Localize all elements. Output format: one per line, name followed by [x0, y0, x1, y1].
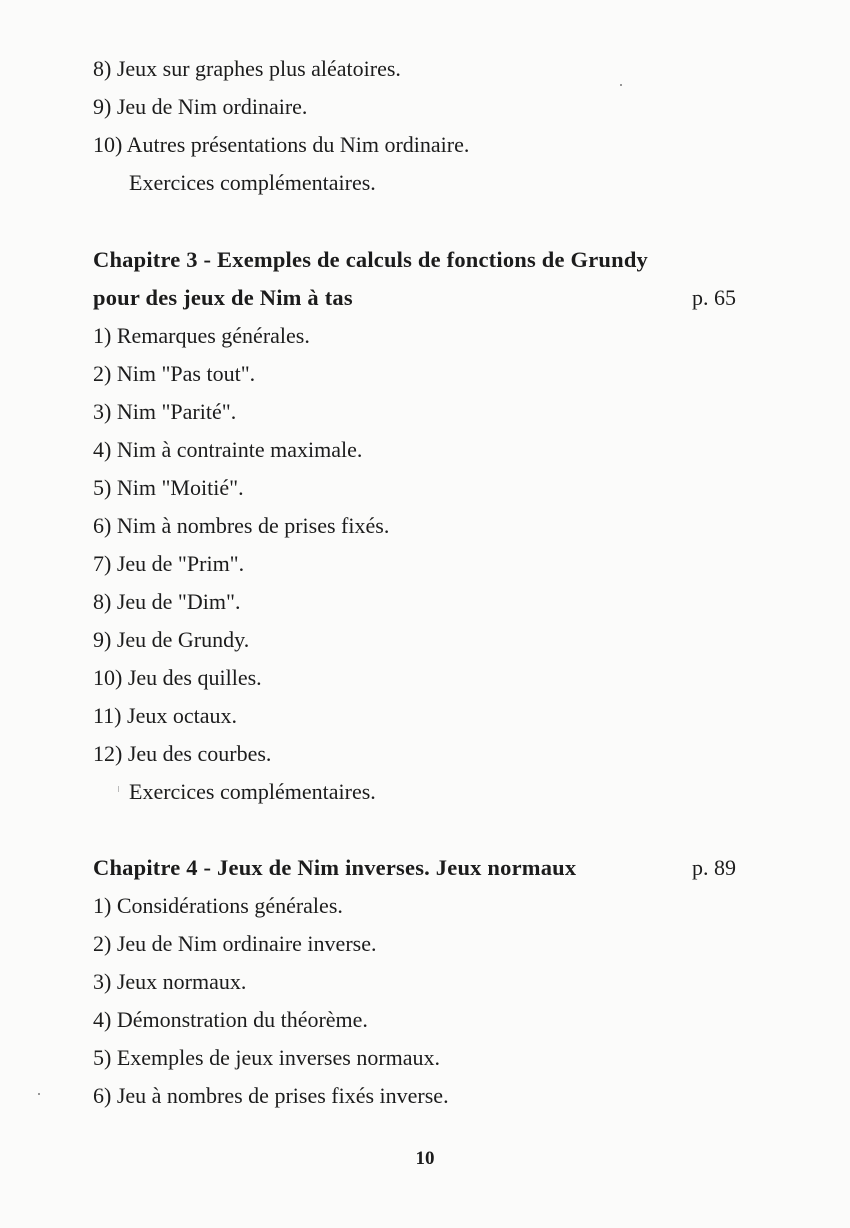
toc-item: 7) Jeu de "Prim". — [93, 551, 245, 576]
chapter-4-page-ref: p. 89 — [692, 855, 736, 880]
toc-item: 10) Autres présentations du Nim ordinaire. — [93, 132, 470, 157]
chapter-3-title-line1: Chapitre 3 - Exemples de calculs de fonctions de Grundy — [93, 247, 648, 272]
toc-item: 3) Nim "Parité". — [93, 399, 237, 424]
page-number: 10 — [415, 1148, 435, 1169]
toc-item: 8) Jeux sur graphes plus aléatoires. — [93, 56, 401, 81]
toc-item: 12) Jeu des courbes. — [93, 741, 272, 766]
toc-item: 6) Nim à nombres de prises fixés. — [93, 513, 390, 538]
toc-item: 9) Jeu de Grundy. — [93, 627, 250, 652]
toc-item: 8) Jeu de "Dim". — [93, 589, 241, 614]
toc-item: 3) Jeux normaux. — [93, 969, 247, 994]
chapter-3-page-ref: p. 65 — [692, 285, 736, 310]
toc-item: 1) Remarques générales. — [93, 323, 310, 348]
toc-exercises: Exercices complémentaires. — [129, 170, 376, 195]
toc-item: 11) Jeux octaux. — [93, 703, 237, 728]
toc-item: 4) Nim à contrainte maximale. — [93, 437, 363, 462]
toc-item: 2) Nim "Pas tout". — [93, 361, 256, 386]
scan-speck — [38, 1093, 40, 1095]
toc-item: 4) Démonstration du théorème. — [93, 1007, 368, 1032]
chapter-3-title-line2: pour des jeux de Nim à tas — [93, 285, 353, 310]
toc-item: 2) Jeu de Nim ordinaire inverse. — [93, 931, 377, 956]
scan-speck — [620, 84, 622, 86]
toc-item: 5) Exemples de jeux inverses normaux. — [93, 1045, 441, 1070]
toc-item: 1) Considérations générales. — [93, 893, 343, 918]
toc-item: 5) Nim "Moitié". — [93, 475, 244, 500]
toc-item: 9) Jeu de Nim ordinaire. — [93, 94, 308, 119]
toc-item: 6) Jeu à nombres de prises fixés inverse. — [93, 1083, 449, 1108]
chapter-4-title: Chapitre 4 - Jeux de Nim inverses. Jeux normaux — [93, 855, 577, 880]
toc-item: 10) Jeu des quilles. — [93, 665, 262, 690]
toc-exercises: Exercices complémentaires. — [129, 779, 376, 804]
scan-speck — [118, 786, 119, 792]
